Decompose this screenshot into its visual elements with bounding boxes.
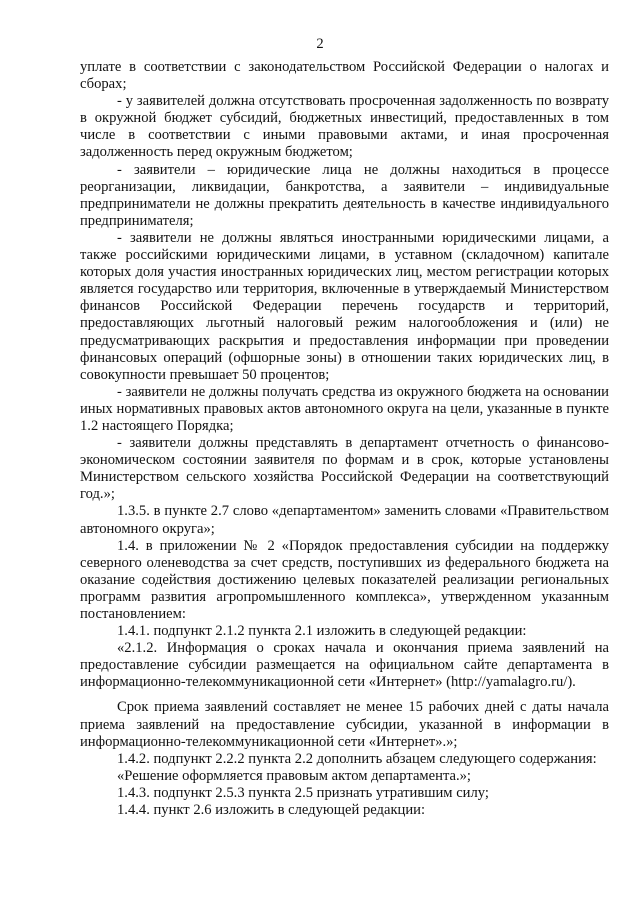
paragraph: 1.4.3. подпункт 2.5.3 пункта 2.5 признать утратившим силу; (117, 784, 489, 801)
paragraph: - заявители – юридические лица не должны находиться в процессе реорганизации, ликвидации, банкротства, а заявители – индивидуальные предприниматели не должны прекратить деятельность в качестве индивидуального предпринимателя; (80, 161, 609, 229)
paragraph: 1.4.1. подпункт 2.1.2 пункта 2.1 изложить в следующей редакции: (117, 623, 527, 640)
paragraph: 1.3.5. в пункте 2.7 слово «департаментом» заменить словами «Правительством автономного округа»; (80, 503, 609, 537)
paragraph: уплате в соответствии с законодательством Российской Федерации о налогах и сборах; (80, 59, 609, 93)
paragraph: - заявители должны представлять в департамент отчетность о финансово-экономическом состоянии заявителя по формам и в срок, которые установлены Министерством сельского хозяйства Российской Федерации на соответствующий год.»; (80, 435, 609, 503)
paragraph: - у заявителей должна отсутствовать просроченная задолженность по возврату в окружной бюджет субсидий, бюджетных инвестиций, предоставленных в том числе в соответствии с иными правовыми актами, и иная просроченная задолженность перед окружным бюджетом; (80, 93, 609, 161)
paragraph: «Решение оформляется правовым актом департамента.»; (117, 767, 471, 784)
document-body (80, 59, 609, 819)
paragraph: - заявители не должны получать средства из окружного бюджета на основании иных нормативных правовых актов автономного округа на цели, указанные в пункте 1.2 настоящего Порядка; (80, 383, 609, 434)
paragraph: 1.4.4. пункт 2.6 изложить в следующей редакции: (117, 802, 426, 819)
paragraph: Срок приема заявлений составляет не менее 15 рабочих дней с даты начала приема заявлений на предоставление субсидии, указанной в информации в информационно-телекоммуникационной сети «Интернет».»; (80, 699, 609, 750)
page-number: 2 (316, 36, 324, 52)
paragraph: 1.4.2. подпункт 2.2.2 пункта 2.2 дополнить абзацем следующего содержания: (117, 750, 597, 767)
paragraph: «2.1.2. Информация о сроках начала и окончания приема заявлений на предоставление субсидии размещается на официальном сайте департамента в информационно-телекоммуникационной сети «Интернет» (http://yamalagro.ru/). (80, 640, 609, 691)
paragraph: 1.4. в приложении № 2 «Порядок предоставления субсидии на поддержку северного оленеводства за счет средств, поступивших из федерального бюджета на оказание содействия достижению целевых показателей реализации региональных программ развития агропромышленного комплекса», утвержденном указанным постановлением: (80, 537, 609, 622)
paragraph: - заявители не должны являться иностранными юридическими лицами, а также российскими юридическими лицами, в уставном (складочном) капитале которых доля участия иностранных юридических лиц, местом регистрации которых является государство или территория, включенные в утверждаемый Министерством финансов Российской Федерации перечень государств и территорий, предоставляющих льготный налоговый режим налогообложения и (или) не предусматривающих раскрытия и предоставления информации при проведении финансовых операций (офшорные зоны) в отношении таких юридических лиц, в совокупности превышает 50 процентов; (80, 229, 609, 383)
